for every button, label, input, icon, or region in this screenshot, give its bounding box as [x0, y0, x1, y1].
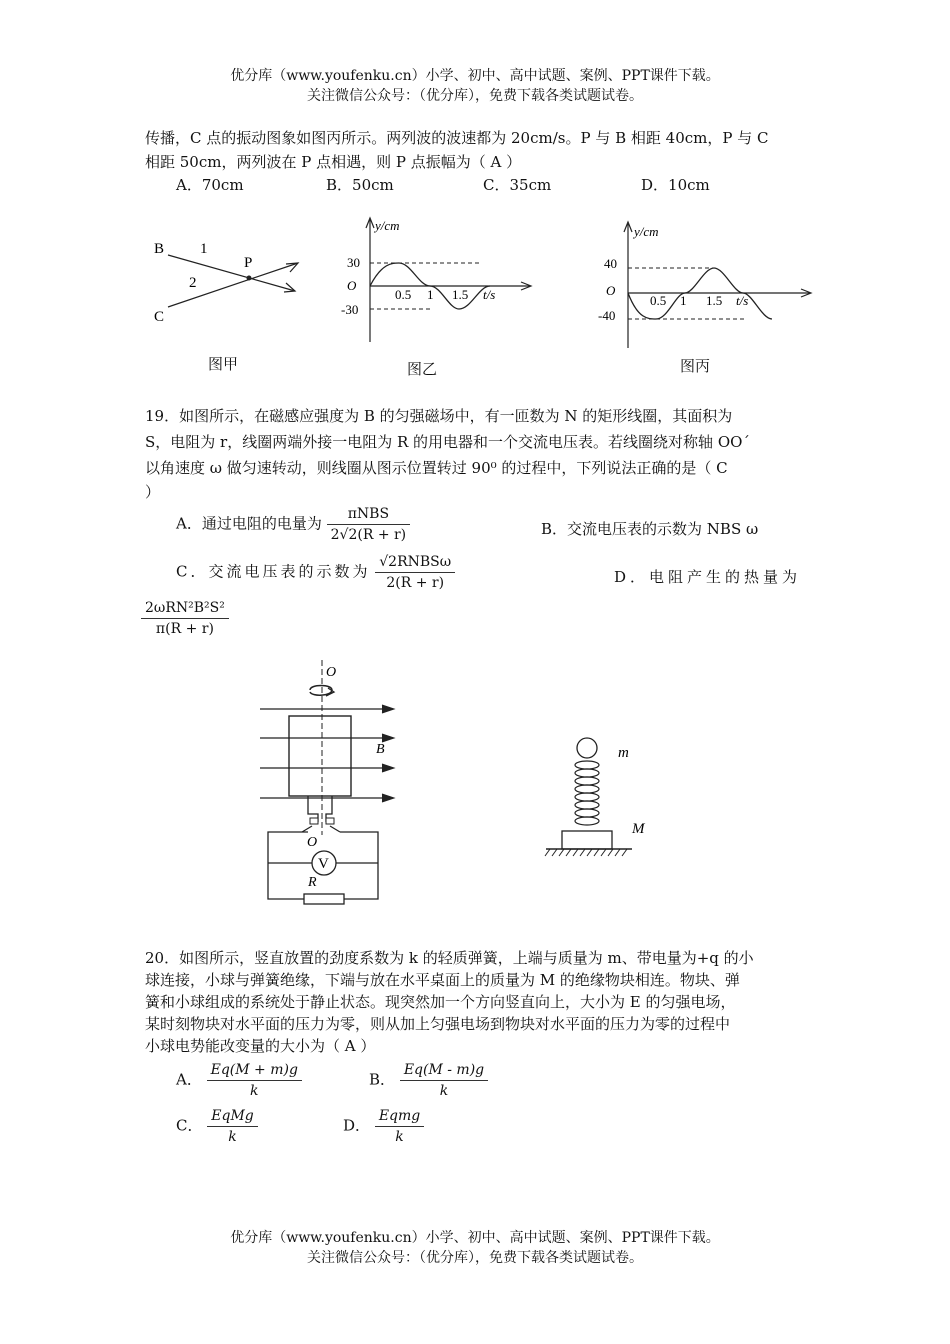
point-p: [247, 276, 252, 281]
q20-option-b-numerator: Eq(M - m)g: [400, 1062, 488, 1081]
spring-figure: [540, 735, 660, 865]
wave-line-2: [168, 263, 298, 307]
q19-line-3: 以角速度 ω 做匀速转动，则线圈从图示位置转过 90⁰ 的过程中，下列说法正确的是（ C: [145, 459, 728, 477]
q19-option-a-denominator: 2√2(R + r): [330, 527, 407, 543]
q20-option-b-label: B．: [369, 1070, 396, 1089]
q19-line-2: S，电阻为 r，线圈两端外接一电阻为 R 的用电器和一个交流电压表。若线圈绕对称轴 OO´: [145, 433, 750, 451]
q20-option-d-fraction: [375, 1108, 424, 1145]
q20-option-d: [343, 1108, 424, 1145]
yi-t3: 1.5: [452, 287, 469, 302]
q18-text-1: 传播，C 点的振动图象如图丙所示。两列波的波速都为 20cm/s。P 与 B 相距 40cm，P 与 C: [145, 129, 769, 147]
bing-t3: 1.5: [706, 293, 723, 308]
q19-option-a: [176, 506, 410, 543]
q19-option-d-numerator: 2ωRN²B²S²: [141, 600, 229, 619]
q19-line-4: ）: [145, 483, 161, 501]
q19-option-a-label: A．通过电阻的电量为: [176, 514, 322, 533]
q19-option-a-fraction: [327, 506, 411, 543]
block: [562, 831, 612, 849]
yi-tlabel: t/s: [483, 287, 496, 302]
yi-bottom: -30: [341, 302, 359, 317]
caption-jia: 图甲: [208, 355, 239, 373]
header-line-1: 优分库（www.youfenku.cn）小学、初中、高中试题、案例、PPT课件下载。: [230, 68, 720, 84]
q20-line-1: 20．如图所示，竖直放置的劲度系数为 k 的轻质弹簧，上端与质量为 m、带电量为+q 的小: [145, 949, 754, 967]
q19-option-a-numerator: πNBS: [327, 506, 411, 525]
bing-top: 40: [604, 256, 617, 271]
yi-origin: O: [347, 278, 357, 293]
q20-option-a-denominator: k: [250, 1083, 259, 1099]
bing-ylabel: y/cm: [634, 224, 659, 239]
coil-figure: [250, 660, 410, 910]
figure-yi: [335, 212, 535, 347]
bing-origin: O: [606, 283, 616, 298]
q19-option-b: B．交流电压表的示数为 NBS ω: [541, 520, 759, 538]
q19-line-1: 19．如图所示，在磁感应强度为 B 的匀强磁场中，有一匝数为 N 的矩形线圈，其面积为: [145, 407, 733, 425]
q19-option-c-denominator: 2(R + r): [386, 575, 445, 591]
label-big-m: M: [632, 821, 645, 837]
q20-option-b: [369, 1062, 488, 1099]
bing-t1: 0.5: [650, 293, 667, 308]
resistor-label: R: [308, 875, 317, 890]
footer-line-1: 优分库（www.youfenku.cn）小学、初中、高中试题、案例、PPT课件下载。: [230, 1230, 720, 1246]
label-2: 2: [189, 275, 197, 291]
yi-t2: 1: [427, 287, 434, 302]
caption-bing: 图丙: [680, 357, 711, 375]
yi-t1: 0.5: [395, 287, 412, 302]
q19-option-c-numerator: √2RNBSω: [375, 554, 455, 573]
label-1: 1: [200, 241, 208, 257]
ground-hatch: [545, 849, 627, 856]
voltmeter-label: V: [318, 856, 329, 872]
q20-option-b-fraction: [400, 1062, 488, 1099]
q18-option-b: B．50cm: [326, 176, 394, 194]
label-p: P: [244, 255, 253, 271]
q20-option-c: [176, 1108, 258, 1145]
figure-jia: [140, 225, 310, 335]
q18-option-c: C．35cm: [483, 176, 552, 194]
q19-option-d-denominator: π(R + r): [155, 621, 214, 637]
ball: [577, 738, 597, 758]
label-m: m: [618, 745, 629, 761]
q20-line-5: 小球电势能改变量的大小为（ A ）: [145, 1037, 376, 1055]
q20-option-b-denominator: k: [439, 1083, 449, 1099]
bing-t2: 1: [680, 293, 687, 308]
q20-option-c-fraction: [207, 1108, 257, 1145]
q20-option-d-label: D．: [343, 1116, 371, 1135]
coil-o-bottom: O: [307, 835, 318, 850]
q20-option-d-denominator: k: [395, 1129, 404, 1145]
q20-option-d-numerator: Eqmg: [375, 1108, 424, 1127]
q19-option-d-label: D．电阻产生的热量为: [614, 568, 802, 586]
q19-option-c-label: C．交流电压表的示数为: [176, 562, 371, 581]
coil-rectangle: [289, 716, 351, 796]
q19-option-c-fraction: [375, 554, 455, 591]
resistor: [304, 894, 344, 904]
q20-option-c-numerator: EqMg: [207, 1108, 257, 1127]
q20-line-2: 球连接，小球与弹簧绝缘，下端与放在水平桌面上的质量为 M 的绝缘物块相连。物块、弹: [145, 971, 740, 989]
yi-ylabel: y/cm: [375, 218, 400, 233]
spring: [575, 761, 599, 825]
q18-option-d: D．10cm: [641, 176, 710, 194]
label-c: C: [154, 309, 165, 325]
bing-tlabel: t/s: [736, 293, 749, 308]
label-b: B: [154, 241, 165, 257]
q20-option-c-denominator: k: [228, 1129, 237, 1145]
q20-option-a-numerator: Eq(M + m)g: [207, 1062, 302, 1081]
q20-option-a: [176, 1062, 302, 1099]
q20-option-c-label: C．: [176, 1116, 203, 1135]
q20-option-a-fraction: [207, 1062, 302, 1099]
q19-option-c: [176, 554, 455, 591]
caption-yi: 图乙: [407, 360, 438, 378]
q20-line-3: 簧和小球组成的系统处于静止状态。现突然加一个方向竖直向上，大小为 E 的匀强电场，: [145, 993, 736, 1011]
figure-bing: [592, 218, 817, 353]
q20-line-4: 某时刻物块对水平面的压力为零，则从加上匀强电场到物块对水平面的压力为零的过程中: [145, 1015, 731, 1033]
q19-option-d-fraction: [141, 600, 229, 637]
footer-line-2: 关注微信公众号：（优分库），免费下载各类试题试卷。: [307, 1250, 643, 1266]
q18-text-2: 相距 50cm，两列波在 P 点相遇，则 P 点振幅为（ A ）: [145, 153, 522, 171]
coil-o-top: O: [326, 665, 337, 680]
q20-option-a-label: A．: [176, 1070, 202, 1089]
bing-bottom: -40: [598, 308, 616, 323]
q18-option-a: A．70cm: [176, 176, 244, 194]
coil-b-label: B: [376, 742, 385, 757]
header-line-2: 关注微信公众号：（优分库），免费下载各类试题试卷。: [307, 88, 643, 104]
yi-top: 30: [347, 255, 360, 270]
